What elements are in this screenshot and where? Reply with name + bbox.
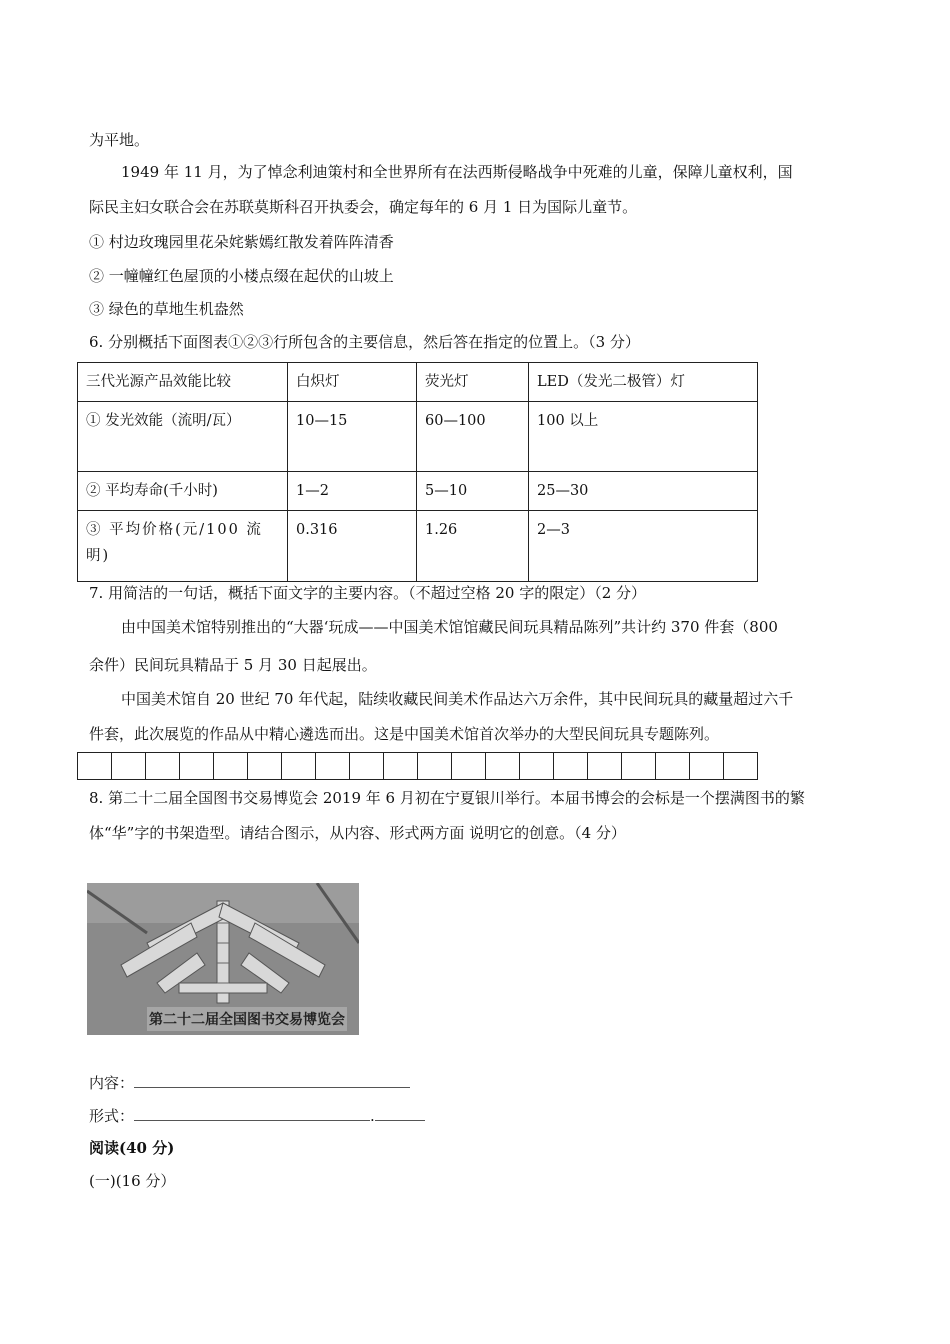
question-7-prompt: 7. 用简洁的一句话，概括下面文字的主要内容。（不超过空格 20 字的限定）（2 分） <box>89 584 647 602</box>
answer-cell[interactable] <box>282 753 316 779</box>
table-cell: 10—15 <box>288 402 417 472</box>
paragraph-line: 1949 年 11 月，为了悼念利迪策村和全世界所有在法西斯侵略战争中死难的儿童，保障儿童权利，国 <box>121 163 793 181</box>
content-answer-line <box>89 1071 410 1093</box>
form-dot: . <box>370 1107 375 1125</box>
answer-cell[interactable] <box>384 753 418 779</box>
comparison-table <box>77 362 758 582</box>
answer-cell[interactable] <box>588 753 622 779</box>
table-header-row <box>78 363 758 402</box>
content-answer-blank[interactable] <box>134 1071 410 1088</box>
answer-cell[interactable] <box>316 753 350 779</box>
reading-section: (一)(16 分） <box>89 1172 176 1190</box>
table-cell: ③ 平均价格(元/100 流明) <box>78 511 288 582</box>
content-label: 内容： <box>89 1074 135 1092</box>
paragraph-line: 际民主妇女联合会在苏联莫斯科召开执委会，确定每年的 6 月 1 日为国际儿童节。 <box>89 198 638 216</box>
form-answer-blank[interactable] <box>134 1104 370 1121</box>
option-1: ① 村边玫瑰园里花朵姹紫嫣红散发着阵阵清香 <box>89 233 394 251</box>
answer-cell[interactable] <box>112 753 146 779</box>
table-header-cell: LED（发光二极管）灯 <box>529 363 758 402</box>
answer-cell[interactable] <box>520 753 554 779</box>
answer-cell[interactable] <box>418 753 452 779</box>
table-cell: 1—2 <box>288 472 417 511</box>
answer-cell[interactable] <box>452 753 486 779</box>
table-cell: 25—30 <box>529 472 758 511</box>
table-header-cell: 三代光源产品效能比较 <box>78 363 288 402</box>
table-header-cell: 荧光灯 <box>417 363 529 402</box>
table-header-cell: 白炽灯 <box>288 363 417 402</box>
paragraph-line: 中国美术馆自 20 世纪 70 年代起，陆续收藏民间美术作品达六万余件，其中民间玩具的藏量超过六千 <box>121 690 794 708</box>
table-cell: 5—10 <box>417 472 529 511</box>
form-answer-line <box>89 1104 425 1126</box>
answer-cell[interactable] <box>214 753 248 779</box>
answer-cell[interactable] <box>656 753 690 779</box>
form-answer-blank-2[interactable] <box>375 1104 425 1121</box>
table-row <box>78 402 758 472</box>
paragraph-line: 为平地。 <box>89 131 150 149</box>
answer-grid[interactable] <box>77 752 758 780</box>
question-8-prompt: 8. 第二十二届全国图书交易博览会 2019 年 6 月初在宁夏银川举行。本届书博会的会标是一个摆满图书的繁 <box>89 789 805 807</box>
table-cell: 100 以上 <box>529 402 758 472</box>
answer-cell[interactable] <box>180 753 214 779</box>
table-cell: 0.316 <box>288 511 417 582</box>
answer-cell[interactable] <box>248 753 282 779</box>
table-cell: ② 平均寿命(千小时) <box>78 472 288 511</box>
answer-cell[interactable] <box>350 753 384 779</box>
table-cell: 1.26 <box>417 511 529 582</box>
paragraph-line: 件套，此次展览的作品从中精心遴选而出。这是中国美术馆首次举办的大型民间玩具专题陈列。 <box>89 725 720 743</box>
book-fair-logo-photo <box>87 883 359 1035</box>
table-cell: 2—3 <box>529 511 758 582</box>
question-6-prompt: 6. 分别概括下面图表①②③行所包含的主要信息，然后答在指定的位置上。（3 分） <box>89 333 640 351</box>
answer-cell[interactable] <box>78 753 112 779</box>
option-3: ③ 绿色的草地生机盎然 <box>89 300 244 318</box>
answer-cell[interactable] <box>554 753 588 779</box>
answer-cell[interactable] <box>146 753 180 779</box>
paragraph-line: 由中国美术馆特别推出的“大器‘玩成——中国美术馆馆藏民间玩具精品陈列”共计约 370 件套（800 <box>121 618 778 636</box>
answer-cell[interactable] <box>724 753 758 779</box>
paragraph-line: 余件）民间玩具精品于 5 月 30 日起展出。 <box>89 656 377 674</box>
table-cell: ① 发光效能（流明/瓦） <box>78 402 288 472</box>
answer-cell[interactable] <box>486 753 520 779</box>
option-2: ② 一幢幢红色屋顶的小楼点缀在起伏的山坡上 <box>89 267 394 285</box>
answer-cell[interactable] <box>690 753 724 779</box>
question-8-prompt: 体“华”字的书架造型。请结合图示，从内容、形式两方面 说明它的创意。（4 分） <box>89 824 626 842</box>
table-row <box>78 511 758 582</box>
reading-title: 阅读(40 分) <box>89 1139 175 1157</box>
table-row <box>78 472 758 511</box>
image-caption: 第二十二届全国图书交易博览会 <box>147 1007 347 1031</box>
form-label: 形式： <box>89 1107 135 1125</box>
answer-cell[interactable] <box>622 753 656 779</box>
table-cell: 60—100 <box>417 402 529 472</box>
